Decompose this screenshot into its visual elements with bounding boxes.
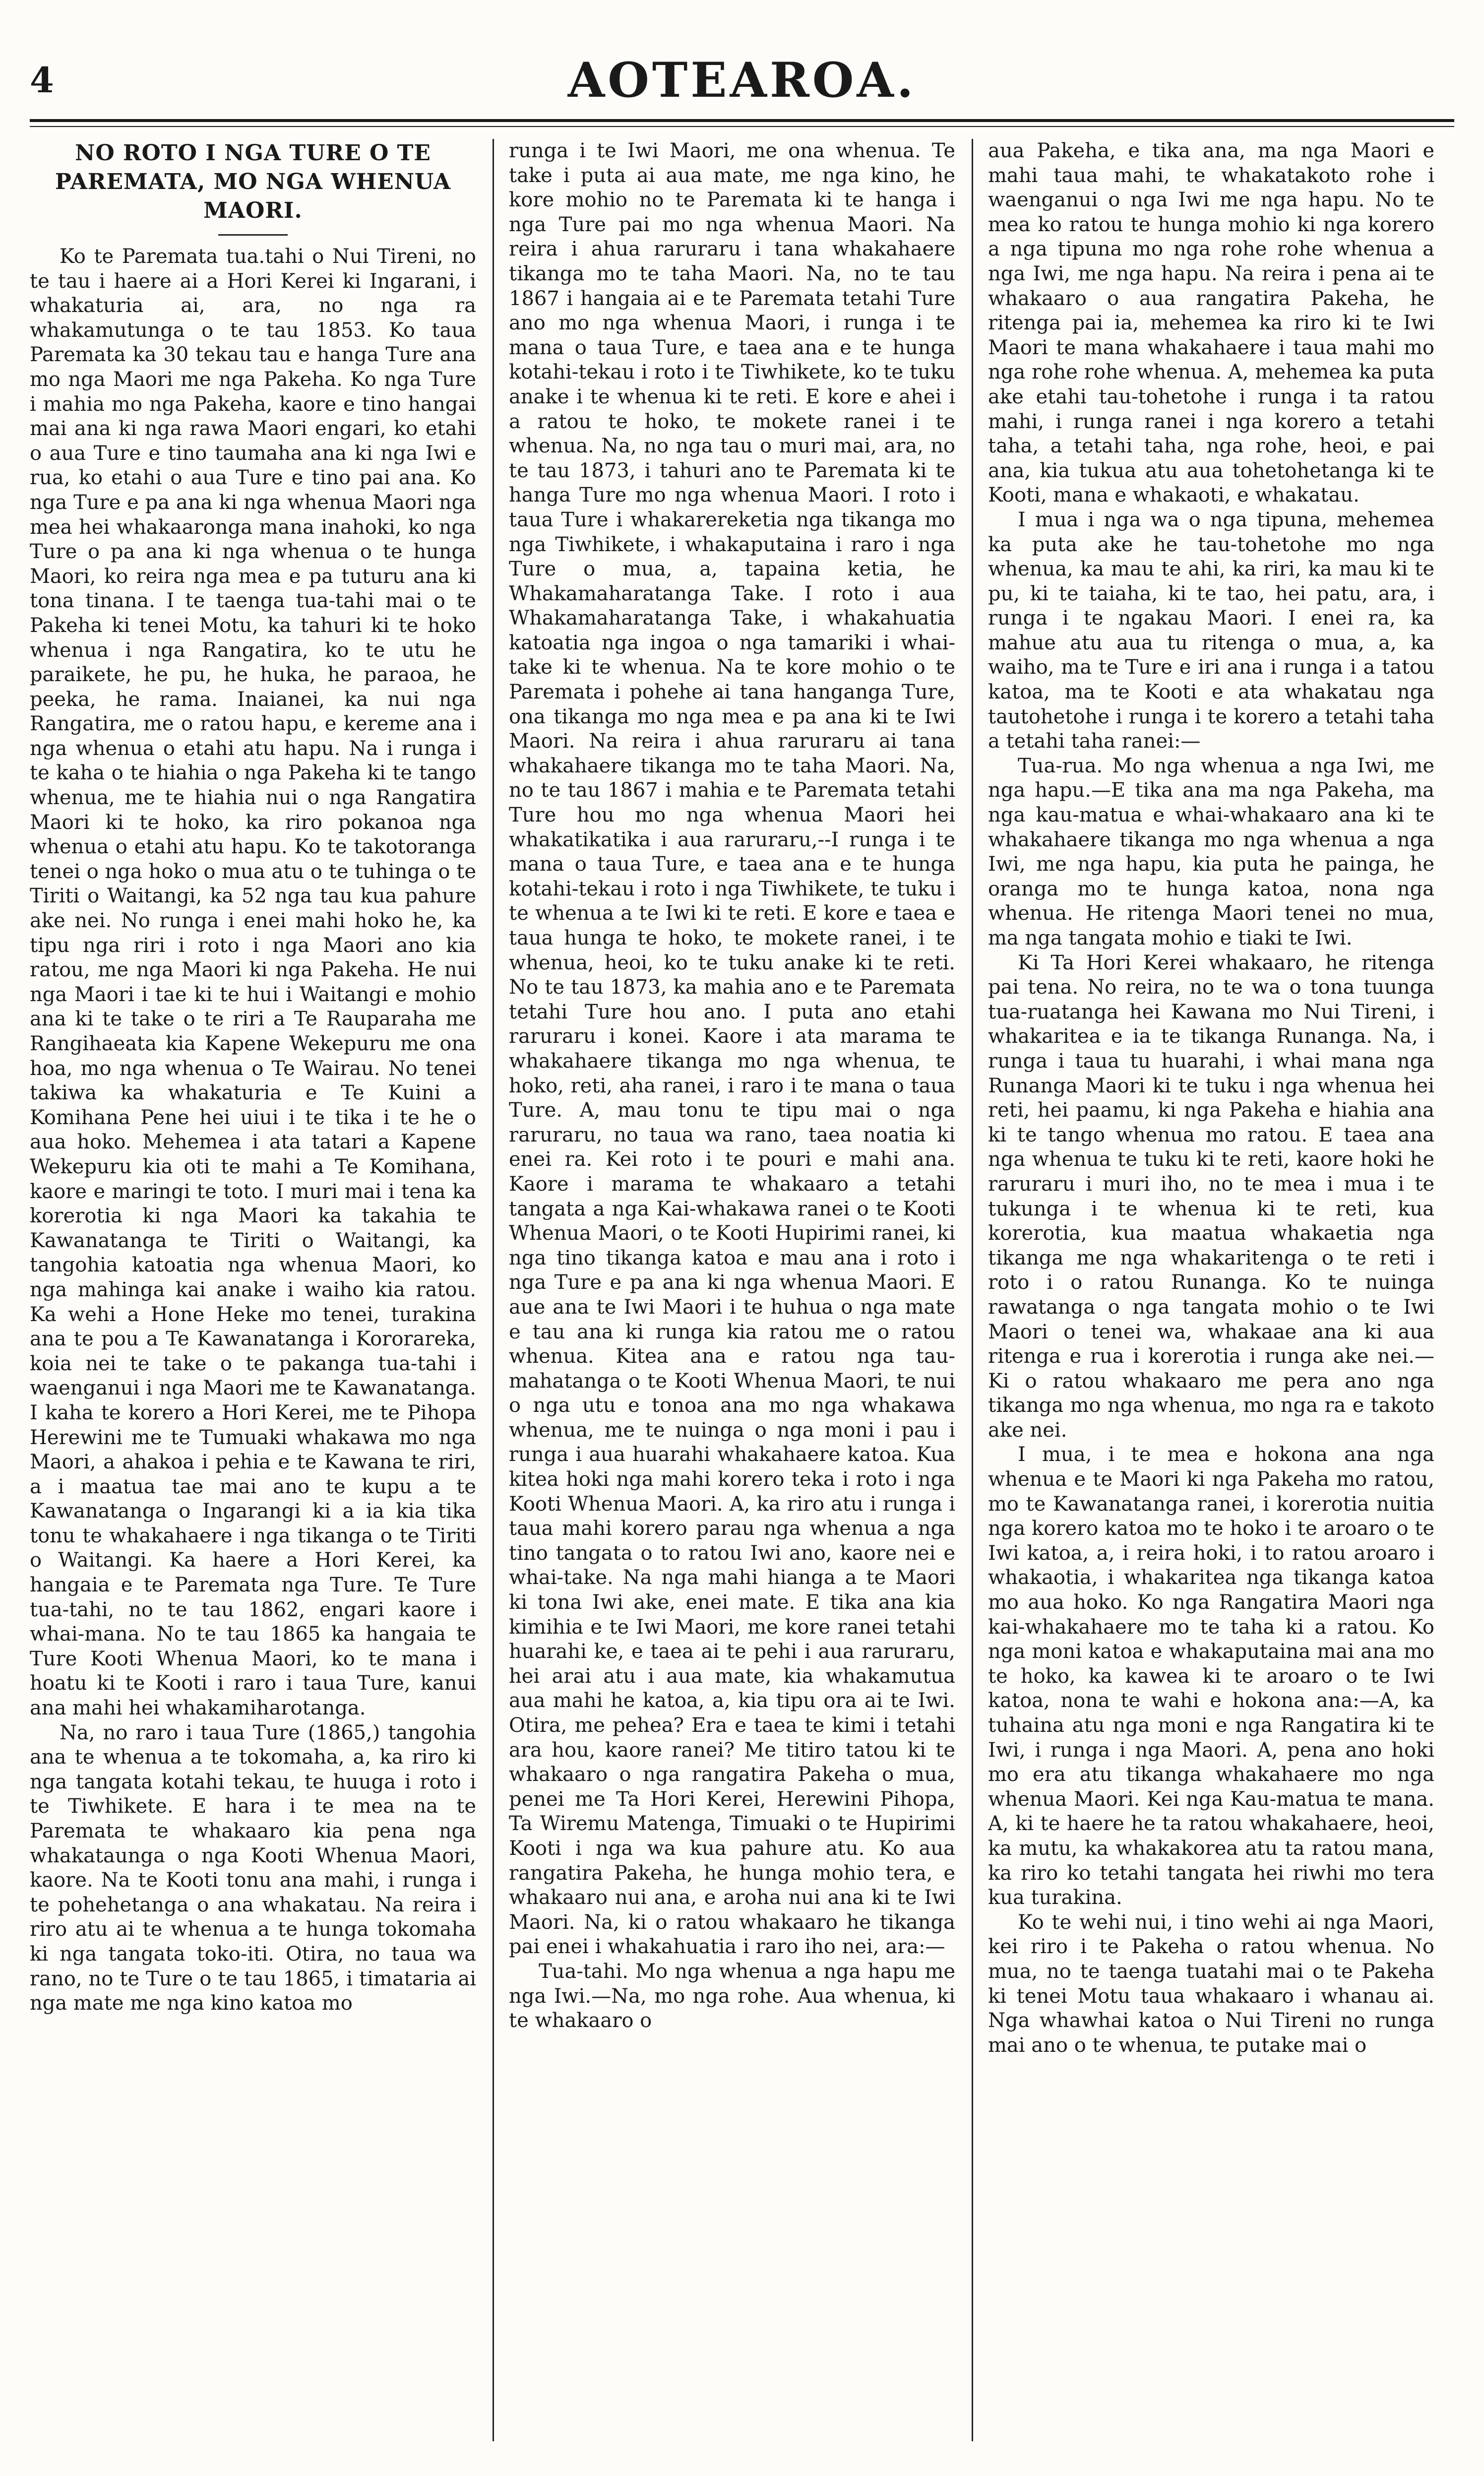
page-number: 4 — [30, 60, 54, 101]
header-rule — [30, 119, 1454, 122]
column-3 — [988, 139, 1434, 2441]
column-divider — [493, 139, 494, 2441]
title-rule — [218, 234, 288, 236]
paragraph: Na, no raro i taua Ture (1865,) tangohia ana te whenua a te tokomaha, a, ka riro ki nga tangata kotahi tekau, te huuga i roto i te Tiwhikete. E hara i te mea na te Paremata te whakaaro kia pena nga whakataunga o nga Kooti Whenua Maori, kaore. Na te Kooti tonu ana mahi, i runga i te pohehetanga o ana whakatau. Na reira i riro atu ai te whenua a te hunga tokomaha ki nga tangata toko-iti. Otira, no taua wa rano, no te Ture o te tau 1865, i timataria ai nga mate me nga kino katoa mo — [30, 1721, 476, 2015]
header-rule-thin — [30, 126, 1454, 127]
paragraph: Ki Ta Hori Kerei whakaaro, he ritenga pai tena. No reira, no te wa o tona tuunga tua-ruatanga hei Kawana mo Nui Tireni, i whakaritea e ia te tikanga Runanga. Na, i runga i taua tu huarahi, i whai mana nga Runanga Maori ki te tuku i nga whenua hei reti, hei paamu, ki nga Pakeha e hiahia ana ki te tango whenua mo ratou. E taea ana nga whenua te tuku ki te reti, kaore hoki he raruraru i muri iho, no te mea i mua i te tukunga i te whenua ki te reti, kua korerotia, kua maatua whakaetia nga tikanga me nga whakaritenga o te reti i roto i o ratou Runanga. Ko te nuinga rawatanga o nga tangata mohio o te Iwi Maori o tenei wa, whakaae ana ki aua ritenga e rua i korerotia i runga ake nei.—Ki o ratou whakaaro me pera ano nga tikanga mo nga whenua, mo nga ra e takoto ake nei. — [988, 951, 1434, 1442]
column-1 — [30, 139, 476, 2441]
paragraph: I mua i nga wa o nga tipuna, mehemea ka puta ake he tau-tohetohe mo nga whenua, ka mau te ahi, ka riri, ka mau ki te pu, ki te taiaha, ki te tao, hei patu, ara, i runga i te ngakau Maori. I enei ra, ka mahue atu aua tu ritenga o mua, a, ka waiho, ma te Ture e iri ana i runga i a tatou katoa, ma te Kooti e ata whakatau nga tautohetohe i runga i te korero a tetahi taha a tetahi taha ranei:— — [988, 508, 1434, 753]
paragraph: Tua-rua. Mo nga whenua a nga Iwi, me nga hapu.—E tika ana ma nga Pakeha, ma nga kau-matua e whai-whakaaro ana ki te whakahaere tikanga mo nga whenua a nga Iwi, me nga hapu, kia puta he painga, he oranga mo te hunga katoa, nona nga whenua. He ritenga Maori tenei no mua, ma nga tangata mohio e tiaki te Iwi. — [988, 754, 1434, 950]
paragraph: I mua, i te mea e hokona ana nga whenua e te Maori ki nga Pakeha mo ratou, mo te Kawanatanga ranei, i korerotia nuitia nga korero katoa mo te hoko i te aroaro o te Iwi katoa, a, i reira hoki, i to ratou aroaro i whakaotia, i whakaritea nga tikanga katoa mo aua hoko. Ko nga Rangatira Maori nga kai-whakahaere mo te taha ki a ratou. Ko nga moni katoa e whakaputaina mai ana mo te hoko, ka kawea ki te aroaro o te Iwi katoa, nona te wahi e hokona ana:—A, ka tuhaina atu nga moni e nga Rangatira ki te Iwi, i runga i nga Maori. A, pena ano hoki mo era atu tikanga whakahaere mo nga whenua Maori. Kei nga Kau-matua te mana. A, ki te haere he ta ratou whakahaere, heoi, ka mutu, ka whakakorea atu ta ratou mana, ka riro ko tetahi tangata hei riwhi mo tera kua turakina. — [988, 1443, 1434, 1909]
paragraph: Ko te Paremata tua.tahi o Nui Tireni, no te tau i haere ai a Hori Kerei ki Ingarani, i whakaturia ai, ara, no nga ra whakamutunga o te tau 1853. Ko taua Paremata ka 30 tekau tau e hanga Ture ana mo nga Maori me nga Pakeha. Ko nga Ture i mahia mo nga Pakeha, kaore e tino hangai mai ana ki nga rawa Maori engari, ko etahi o aua Ture e tino taumaha ana ki nga Iwi e rua, ko etahi o aua Ture e tino pai ana. Ko nga Ture e pa ana ki nga whenua Maori nga mea hei whakaaronga mana inahoki, ko nga Ture o pa ana ki nga whenua o te hunga Maori, ko reira nga mea e pa tuturu ana ki tona tinana. I te taenga tua-tahi mai o te Pakeha ki tenei Motu, ka tahuri ki te hoko whenua i nga Rangatira, ko te utu he paraikete, he pu, he huka, he paraoa, he peeka, he rama. Inaianei, ka nui nga Rangatira, me o ratou hapu, e kereme ana i nga whenua o etahi atu hapu. Na i runga i te kaha o te hiahia o nga Pakeha ki te tango whenua, me te hiahia nui o nga Rangatira Maori ki te hoko, ka riro pokanoa nga whenua o etahi atu hapu. Ko te takotoranga tenei o nga hoko o mua atu o te tuhinga o te Tiriti o Waitangi, ka 52 nga tau kua pahure ake nei. No runga i enei mahi hoko he, ka tipu nga riri i roto i nga Maori ano kia ratou, me nga Maori ki nga Pakeha. He nui nga Maori i tae ki te hui i Waitangi e mohio ana ki te take o te riri a Te Rauparaha me Rangihaeata kia Kapene Wekepuru me ona hoa, mo nga whenua o Te Wairau. No tenei takiwa ka whakaturia e Te Kuini a Komihana Pene hei uiui i te tika i te he o aua hoko. Mehemea i ata tatari a Kapene Wekepuru kia oti te mahi a Te Komihana, kaore e maringi te toto. I muri mai i tena ka korerotia ki nga Maori ka takahia te Kawanatanga te Tiriti o Waitangi, ka tangohia katoatia nga whenua Maori, ko nga mahinga kai anake i waiho kia ratou. Ka wehi a Hone Heke mo tenei, turakina ana te pou a Te Kawanatanga i Kororareka, koia nei te take o te pakanga tua-tahi i waenganui i nga Maori me te Kawanatanga. I kaha te korero a Hori Kerei, me te Pihopa Herewini me te Tumuaki whakawa mo nga Maori, a ahakoa i pehia e te Kawana te riri, a i maatua tae mai ano te kupu a te Kawanatanga o Ingarangi ki a ia kia tika tonu te whakahaere i nga tikanga o te Tiriti o Waitangi. Ka haere a Hori Kerei, ka hangaia e te Paremata nga Ture. Te Ture tua-tahi, no te tau 1862, engari kaore i whai-mana. No te tau 1865 ka hangaia te Ture Kooti Whenua Maori, ko te mana i hoatu ki te Kooti i raro i taua Ture, kanui ana mahi hei whakamiharotanga. — [30, 245, 476, 1720]
paragraph: aua Pakeha, e tika ana, ma nga Maori e mahi taua mahi, te whakatakoto rohe i waenganui o nga Iwi me nga hapu. No te mea ko ratou te hunga mohio ki nga korero a nga tipuna mo nga rohe rohe whenua a nga Iwi, me nga hapu. Na reira i pena ai te whakaaro o aua rangatira Pakeha, he ritenga pai ia, mehemea ka riro ki te Iwi Maori te mana whakahaere i taua mahi mo nga rohe rohe whenua. A, mehemea ka puta ake etahi tau-tohetohe i runga i ta ratou mahi, i runga ranei i nga korero a tetahi taha, a tetahi taha, nga rohe, heoi, e pai ana, kia tukua atu aua tohetohetanga ki te Kooti, mana e whakaoti, e whakatau. — [988, 139, 1434, 507]
paragraph: Ko te wehi nui, i tino wehi ai nga Maori, kei riro i te Pakeha o ratou whenua. No mua, no te taenga tuatahi mai o te Pakeha ki tenei Motu taua whakaaro i whanau ai. Nga whawhai katoa o Nui Tireni no runga mai ano o te whenua, te putake mai o — [988, 1910, 1434, 2057]
column-divider — [972, 139, 973, 2441]
masthead-title: AOTEAROA. — [567, 52, 917, 108]
column-2 — [509, 139, 955, 2441]
article-body — [30, 139, 1454, 2441]
paragraph: runga i te Iwi Maori, me ona whenua. Te take i puta ai aua mate, me nga kino, he kore mohio no te Paremata ki te hanga i nga Ture pai mo nga whenua Maori. Na reira i ahua raruraru i tana whakahaere tikanga mo te taha Maori. Na, no te tau 1867 i hangaia ai e te Paremata tetahi Ture ano mo nga whenua Maori, i runga i te mana o taua Ture, e taea ana e te hunga kotahi-tekau i roto i te Tiwhikete, ko te tuku anake i te whenua ki te reti. E kore e ahei i a ratou te hoko, te mokete ranei i te whenua. Na, no nga tau o muri mai, ara, no te tau 1873, i tahuri ano te Paremata ki te hanga Ture mo nga whenua Maori. I roto i taua Ture i whakarereketia nga tikanga mo nga Tiwhikete, i whakaputaina i raro i nga Ture o mua, a, tapaina ketia, he Whakamaharatanga Take. I roto i aua Whakamaharatanga Take, i whakahuatia katoatia nga ingoa o nga tamariki i whai-take ki te whenua. Na te kore mohio o te Paremata i pohehe ai tana hanganga Ture, ona tikanga mo nga mea e pa ana ki te Iwi Maori. Na reira i ahua raruraru ai tana whakahaere tikanga mo te taha Maori. Na, no te tau 1867 i mahia e te Paremata tetahi Ture hou mo nga whenua Maori hei whakatikatika i aua raruraru,--I runga i te mana o taua Ture, e taea ana e te hunga kotahi-tekau i roto i nga Tiwhikete, te tuku i te whenua a te Iwi ki te reti. E kore e taea e taua hunga te hoko, te mokete ranei, i te whenua, heoi, ko te tuku anake ki te reti. No te tau 1873, ka mahia ano e te Paremata tetahi Ture hou ano. I puta ano etahi raruraru i konei. Kaore i ata marama te whakahaere tikanga mo nga whenua, te hoko, reti, aha ranei, i raro i te mana o taua Ture. A, mau tonu te tipu mai o nga raruraru, no taua wa rano, taea noatia ki enei ra. Kei roto i te pouri e mahi ana. Kaore i marama te whakaaro a tetahi tangata a nga Kai-whakawa ranei o te Kooti Whenua Maori, o te Kooti Hupirimi ranei, ki nga tino tikanga katoa e mau ana i roto i nga Ture e pa ana ki nga whenua Maori. E aue ana te Iwi Maori i te huhua o nga mate e tau ana ki runga kia ratou me o ratou whenua. Kitea ana e ratou nga tau-mahatanga o te Kooti Whenua Maori, te nui o nga utu e tonoa ana mo nga whakawa whenua, me te nuinga o nga moni i pau i runga i aua huarahi whakahaere katoa. Kua kitea hoki nga mahi korero teka i roto i nga Kooti Whenua Maori. A, ka riro atu i runga i taua mahi korero parau nga whenua a nga tino tangata o to ratou Iwi ano, kaore nei e whai-take. Na nga mahi hianga a te Maori ki tona Iwi ake, enei mate. E tika ana kia kimihia e te Iwi Maori, me kore ranei tetahi huarahi ke, e taea ai te pehi i aua raruraru, hei arai atu i aua mate, kia whakamutua aua mahi he katoa, a, kia tipu ora ai te Iwi. Otira, me pehea? Era e taea te kimi i tetahi ara hou, kaore ranei? Me titiro tatou ki te whakaaro o nga rangatira Pakeha o mua, penei me Ta Hori Kerei, Herewini Pihopa, Ta Wiremu Matenga, Timuaki o te Hupirimi Kooti i nga wa kua pahure atu. Ko aua rangatira Pakeha, he hunga mohio tera, e whakaaro nui ana, e aroha nui ana ki te Iwi Maori. Na, ki o ratou whakaaro he tikanga pai enei i whakahuatia i raro iho nei, ara:— — [509, 139, 955, 1959]
paragraph: Tua-tahi. Mo nga whenua a nga hapu me nga Iwi.—Na, mo nga rohe. Aua whenua, ki te whakaaro o — [509, 1960, 955, 2032]
article-title: NO ROTO I NGA TURE O TE PAREMATA, MO NGA WHENUA MAORI. — [55, 140, 451, 223]
